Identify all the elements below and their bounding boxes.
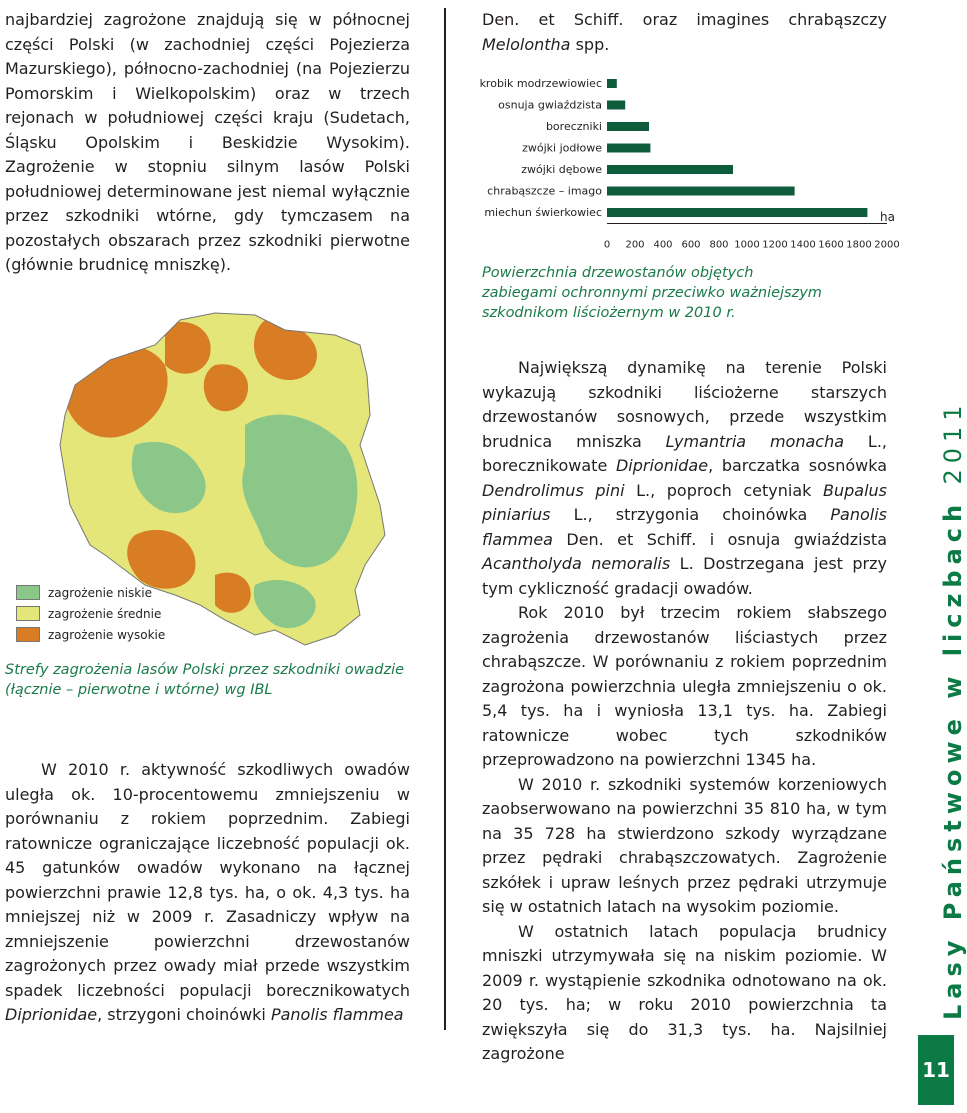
rb-paragraph-3: W 2010 r. szkodniki systemów korzeniowych zaobserwowano na powierzchni 35 810 ha, w tym na 35 728 ha stwierdzono szkody wyrządzane przez pędraki chrabąszczowatych. Zagrożenie szkółek i upraw leśnych przez pędraki utrzymuje się w ostatnich latach na wysokim poziomie. — [482, 774, 887, 916]
intro-paragraph: najbardziej zagrożone znajdują się w północnej części Polski (w zachodniej części Pojezierza Mazurskiego), północno-zachodniej (na Pojezierzu Pomorskim i Wielkopolskim) oraz w trzech rejonach w południowej części kraju (Sudetach, Śląsku Opolskim i Beskidzie Wysokim). Zagrożenie w stopniu silnym lasów Polski południowej determinowane jest niemal wyłącznie przez szkodniki wtórne, gdy tymczasem na pozostałych obszarach przez szkodniki pierwotne (głównie brudnicę mniszkę). — [5, 10, 410, 274]
page-number: 11 — [918, 1035, 954, 1105]
legend-item-medium — [16, 603, 165, 624]
bar-chart — [460, 70, 920, 260]
legend-item-high — [16, 624, 165, 645]
right-top-italic: Melolontha — [482, 34, 571, 54]
chart-x-tick-label: 2000 — [874, 239, 900, 251]
chart-unit-label: ha — [880, 210, 895, 224]
chart-x-tick-label: 1200 — [762, 239, 788, 251]
legend-label-high: zagrożenie wysokie — [48, 627, 166, 642]
chart-x-tick-label: 1400 — [790, 239, 816, 251]
chart-bar — [607, 144, 650, 153]
rb-i6: Acantholyda nemoralis — [482, 554, 671, 573]
legend-swatch-low — [16, 585, 40, 600]
rb-t2: L., borecznikowate — [482, 431, 888, 475]
rb-paragraph-1 — [482, 356, 887, 601]
lb-italic-2: Panolis flammea — [270, 1005, 404, 1024]
column-divider — [444, 8, 446, 1030]
chart-category-label: miechun świerkowiec — [484, 206, 602, 219]
rb-i2: Diprionidae — [615, 456, 709, 475]
chart-x-tick-label: 200 — [625, 239, 645, 251]
chart-x-tick-label: 1000 — [734, 239, 760, 251]
legend-swatch-high — [16, 627, 40, 642]
rb-t1: Największą dynamikę na terenie Polski wykazują szkodniki liściożerne starszych drzewostanów sosnowych, przede wszystkim brudnica mniszka — [482, 358, 887, 451]
legend-swatch-medium — [16, 606, 40, 621]
rb-i1: Lymantria monacha — [665, 431, 845, 451]
right-top-text-3: spp. — [570, 34, 610, 54]
rb-t5: L., strzygonia choinówka — [550, 505, 831, 524]
rb-i5: Panolis flammea — [482, 505, 887, 549]
sidebar-title — [939, 399, 967, 1020]
lb-italic-1: Diprionidae — [5, 1005, 98, 1024]
chart-bar — [607, 101, 625, 110]
chart-x-tick-label: 800 — [709, 239, 729, 251]
chart-category-label: boreczniki — [545, 120, 602, 133]
lb-text-2: , strzygoni choinówki — [97, 1005, 271, 1024]
chart-category-label: osnuja gwiaździsta — [498, 98, 602, 112]
right-top-text-1: Den. et Schiff. oraz imagines chrabąszczy — [482, 10, 887, 29]
rb-paragraph-4: W ostatnich latach populacja brudnicy mniszki utrzymywała się na niskim poziomie. W 2009 r. wystąpienie szkodnika odnotowano na ok. 20 tys. ha; w roku 2010 powierzchnia ta zwiększyła się do 31,3 tys. ha. Najsilniej zagrożone — [482, 921, 887, 1063]
legend-label-low: zagrożenie niskie — [48, 585, 152, 600]
rb-t6: Den. et Schiff. i osnuja gwiaździsta — [552, 529, 887, 549]
chart-bar — [607, 208, 867, 217]
map-caption: Strefy zagrożenia lasów Polski przez szkodniki owadzie (łącznie – pierwotne i wtórne) wg IBL — [5, 662, 405, 698]
chart-category-label: zwójki jodłowe — [522, 141, 602, 155]
sidebar-year: 2011 — [939, 399, 967, 485]
chart-caption: Powierzchnia drzewostanów objętych zabiegami ochronnymi przeciwko ważniejszym szkodnikom liściożernym w 2010 r. — [482, 265, 822, 321]
rb-paragraph-2: Rok 2010 był trzecim rokiem słabszego zagrożenia drzewostanów liściastych przez chrabąszcze. W porównaniu z rokiem poprzednim zagrożona powierzchnia uległa zmniejszeniu o ok. 5,4 tys. ha i wyniosła 13,1 tys. ha. Zabiegi ratownicze wobec tych szkodników przeprowadzono na powierzchni 1345 ha. — [482, 603, 887, 769]
chart-x-tick-label: 0 — [603, 239, 611, 251]
chart-bar — [607, 187, 795, 196]
legend-label-medium: zagrożenie średnie — [48, 606, 162, 621]
chart-category-label: chrabąszcze – imago — [487, 184, 602, 198]
right-bottom-column — [482, 356, 887, 1067]
chart-bar — [607, 165, 733, 174]
chart-category-label: krobik modrzewiowiec — [479, 77, 602, 90]
chart-bar — [607, 79, 617, 88]
chart-x-tick-label: 1600 — [818, 239, 844, 251]
rb-i3: Dendrolimus pini — [482, 480, 625, 500]
rb-t3: , barczatka sosnówka — [708, 456, 887, 475]
rb-t7: L. Dostrzegana jest przy tym cykliczność gradacji owadów. — [482, 554, 887, 598]
chart-x-tick-label: 600 — [681, 239, 701, 251]
legend-item-low — [16, 582, 165, 603]
rb-t4: L., poproch cetyniak — [624, 480, 823, 500]
lb-text-1: W 2010 r. aktywność szkodliwych owadów uległa ok. 10-procentowemu zmniejszeniu w porównaniu z rokiem poprzednim. Zabiegi ratownicze ograniczające liczebność populacji ok. 45 gatunków owadów wykonano na łącznej powierzchni prawie 12,8 tys. ha, o ok. 4,3 tys. ha mniejszej niż w 2009 r. Zasadniczy wpływ na zmniejszenie powierzchni drzewostanów zagrożonych przez owady miał przede wszystkim spadek liczebności populacji borecznikowatych — [5, 760, 410, 1000]
rb-i4: Bupalus piniarius — [482, 480, 887, 524]
chart-bar — [607, 122, 649, 131]
sidebar-title-text: Lasy Państwowe w liczbach — [939, 498, 967, 1020]
chart-x-tick-label: 1800 — [846, 239, 872, 251]
left-bottom-paragraph — [5, 758, 410, 1028]
right-top-paragraph — [482, 8, 887, 57]
chart-x-tick-label: 400 — [653, 239, 673, 251]
map-legend — [16, 582, 165, 645]
chart-category-label: zwójki dębowe — [521, 163, 602, 176]
